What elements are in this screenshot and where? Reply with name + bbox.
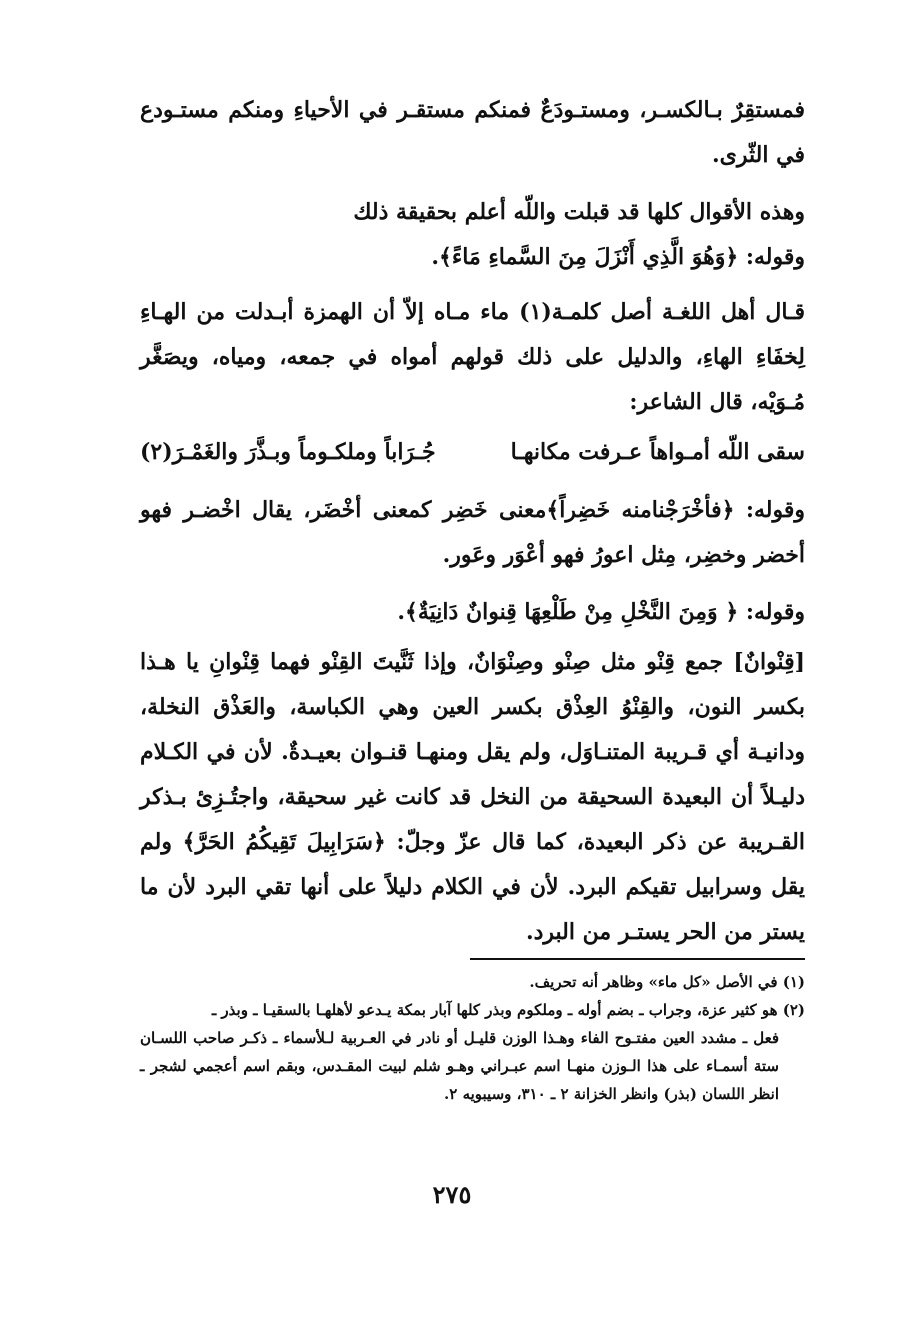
poem-first-hemistich: سقى اللّه أمـواهاً عـرفت مكانهـا (510, 439, 805, 465)
paragraph-text: قـال أهل اللغـة أصل كلمـة(١) ماء مـاه إلاّ أن الهمزة أبـدلت من الهـاءِ لِخفَاءِ الهاءِ، والدليل على ذلك قولهم أمواه في جمعه، ومياه، ويصَغَّر مُـوَيْه، قال الشاعر: (140, 299, 805, 415)
footnote-divider (470, 958, 805, 960)
paragraph-4 (140, 290, 805, 425)
footnotes (140, 968, 805, 1108)
paragraph-text: [قِنْوانٌ] جمع قِنْو مثل صِنْو وصِنْوَانٌ، وإذا ثَنَّيتَ القِنْو فهما قِنْوانِ يا هـذا بكسر النون، والقِنْوُ العِذْق بكسر العين وهي الكباسة، والعَذْق النخلة، ودانيـة أي قـريبة المتنـاوَل، ولم يقل ومنهـا قنـوان بعيـدةٌ. لأن في الكـلام دليـلاً أن البعيدة السحيقة من النخل قد كانت غير سحيقة، واجتُـزِئ بـذكر القـريبة عن ذكر البعيدة، كما قال عزّ وجلّ: ﴿سَرَابِيلَ تَقِيكُمُ الحَرَّ﴾ ولم يقل وسرابيل تقيكم البرد. لأن في الكلام دليلاً على أنها تقي البرد لأن ما يستر من الحر يستـر من البرد. (140, 649, 805, 945)
paragraph-2-3 (140, 190, 805, 280)
paragraph-text: وهذه الأقوال كلها قد قبلت واللّه أعلم بحقيقة ذلك (353, 199, 805, 225)
paragraph-5 (140, 488, 805, 578)
paragraph-6 (140, 590, 805, 635)
verse-quote: وقوله: ﴿ وَمِنَ النَّخْلِ مِنْ طَلْعِهَا قِنوانٌ دَانِيَةٌ﴾. (397, 599, 805, 625)
page-number: ٢٧٥ (432, 1180, 472, 1209)
verse-quote: وقوله: ﴿وَهُوَ الَّذِي أَنْزَلَ مِنَ السَّماءِ مَاءً﴾. (431, 244, 805, 270)
poem-verse (140, 430, 805, 475)
paragraph-text: وقوله: ﴿فأخْرَجْنامنه خَضِراً﴾معنى خَضِر كمعنى أخْضَر، يقال اخْضـر فهو أخضر وخضِر، مِثل اعورُ فهو أعْوَر وعَور. (140, 497, 805, 568)
paragraph-7 (140, 640, 805, 955)
footnote-2: (٢) هو كثير عزة، وجراب ـ بضم أوله ـ وملكوم وبذر كلها آبار بمكة يـدعو لأهلهـا بالسقيـا ـ وبذر ـ (211, 1001, 805, 1019)
paragraph-1 (140, 88, 805, 178)
footnote-1: (١) في الأصل «كل ماء» وظاهر أنه تحريف. (529, 973, 805, 991)
paragraph-text: فمستقِرٌ بـالكسـر، ومستـودَعٌ فمنكم مستقـر في الأحياءِ ومنكم مستـودع في الثّرى. (140, 97, 805, 168)
poem-second-hemistich: جُـرَاباً وملكـوماً وبـذَّرَ والغَمْـرَ(٢) (140, 439, 436, 465)
footnote-2-continued: فعل ـ مشدد العين مفتـوح الفاء وهـذا الوزن قليـل أو نادر في العـربية لـلأسماء ـ ذكـر صاحب اللسـان ستة أسمـاء على هذا الـوزن منهـا اسم عبـراني وهـو شلم لبيت المقـدس، وبقم اسم أعجمي لشجر ـ انظر اللسان (بذر) وانظر الخزانة ٢ ـ ٣١٠، وسيبويه ٢. (140, 1029, 779, 1103)
